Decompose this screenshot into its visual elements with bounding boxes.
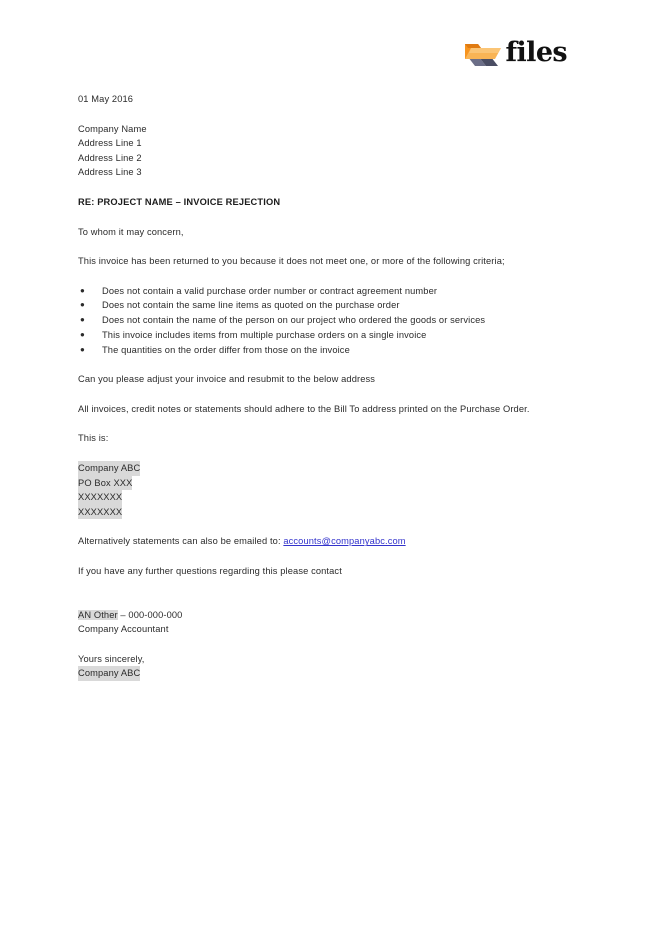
list-item <box>78 284 575 299</box>
recipient-address-line-3: Address Line 3 <box>78 167 142 178</box>
questions-note: If you have any further questions regarding this please contact <box>78 566 342 577</box>
list-item-label: Does not contain the same line items as quoted on the purchase order <box>102 300 400 311</box>
recipient-address-line-1: Address Line 1 <box>78 138 142 149</box>
rejection-criteria-list <box>78 284 575 358</box>
brand-logo <box>462 32 567 72</box>
email-link[interactable]: accounts@companyabc.com <box>283 536 406 547</box>
list-item <box>78 343 575 358</box>
remit-address-line-1: Company ABC <box>78 461 140 476</box>
bullet-icon: ● <box>80 315 85 325</box>
letter-body <box>78 92 575 681</box>
alternative-email-note <box>78 534 575 549</box>
orange-folder-icon <box>462 35 506 69</box>
list-item-label: Does not contain a valid purchase order number or contract agreement number <box>102 285 438 296</box>
remit-address-block <box>78 461 575 519</box>
list-item <box>78 313 575 328</box>
intro-paragraph: This invoice has been returned to you because it does not meet one, or more of the following criteria; <box>78 256 505 267</box>
this-is-label: This is: <box>78 433 109 444</box>
bullet-icon: ● <box>80 285 85 295</box>
recipient-address-line-2: Address Line 2 <box>78 152 142 163</box>
recipient-company: Company Name <box>78 123 147 134</box>
signature-company: Company ABC <box>78 666 140 681</box>
list-item-label: This invoice includes items from multiple purchase orders on a single invoice <box>102 329 427 340</box>
resubmit-note: Can you please adjust your invoice and resubmit to the below address <box>78 374 376 385</box>
bullet-icon: ● <box>80 300 85 310</box>
bullet-icon: ● <box>80 329 85 339</box>
remit-address-line-2: PO Box XXX <box>78 476 132 491</box>
list-item <box>78 328 575 343</box>
contact-line <box>78 608 575 623</box>
logo-wordmark: files <box>505 36 567 68</box>
contact-name: AN Other <box>78 609 118 620</box>
list-item-label: The quantities on the order differ from those on the invoice <box>102 344 350 355</box>
list-item <box>78 298 575 313</box>
bullet-icon: ● <box>80 344 85 354</box>
contact-phone: 000-000-000 <box>128 609 183 620</box>
list-item-label: Does not contain the name of the person on our project who ordered the goods or services <box>102 315 486 326</box>
contact-title: Company Accountant <box>78 624 169 635</box>
letter-date: 01 May 2016 <box>78 94 134 104</box>
contact-separator: – <box>117 609 129 620</box>
salutation: To whom it may concern, <box>78 226 184 237</box>
closing-salutation: Yours sincerely, <box>78 653 145 664</box>
adhere-note: All invoices, credit notes or statements should adhere to the Bill To address printed on the Purchase Order. <box>78 403 530 414</box>
remit-address-line-3: XXXXXXX <box>78 490 122 505</box>
subject-line: RE: PROJECT NAME – INVOICE REJECTION <box>78 196 281 207</box>
alternative-email-prefix: Alternatively statements can also be emailed to: <box>78 536 284 547</box>
remit-address-line-4: XXXXXXX <box>78 505 122 520</box>
